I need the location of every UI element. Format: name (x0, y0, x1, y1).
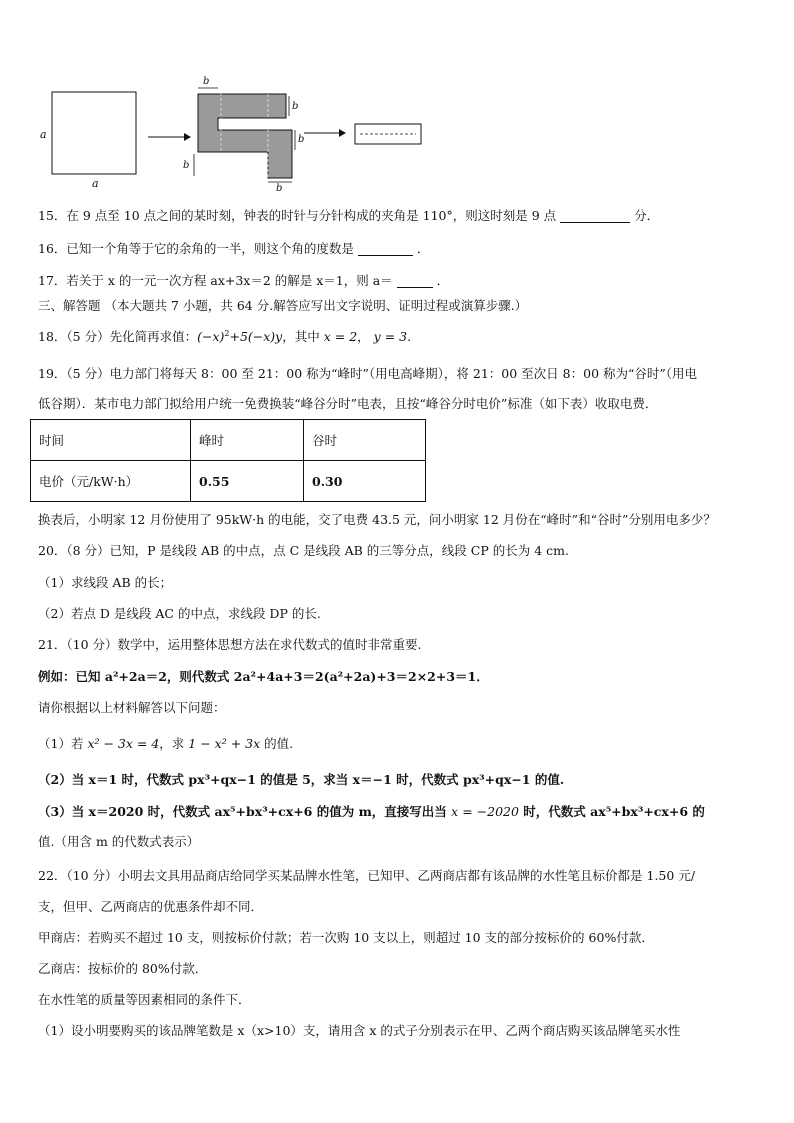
question-21-line-1: 21．（10 分）数学中，运用整体思想方法在求代数式的值时非常重要. (38, 637, 422, 652)
arrow-right-icon (148, 133, 191, 141)
b-label-right-1: b (292, 101, 299, 112)
part-1-expr: 1 − x² + 3x (188, 736, 261, 751)
question-21-part-3-cont: 值.（用含 m 的代数式表示） (38, 834, 200, 849)
s-strip-shape (198, 94, 292, 178)
question-22-shop-b: 乙商店：按标价的 80%付款． (38, 961, 208, 976)
section-heading: 三、解答题 （本大题共 7 小题，共 64 分.解答应写出文字说明、证明过程或演算步骤.） (38, 298, 528, 313)
question-17-text: 17．若关于 x 的一元一次方程 ax+3x＝2 的解是 x＝1，则 a＝ (38, 273, 393, 288)
question-19-line-2: 低谷期）．某市电力部门拟给用户统一免费换装“峰谷分时”电表，且按“峰谷分时电价”标准（如下表）收取电费． (38, 396, 658, 411)
question-20-part-2: （2）若点 D 是线段 AC 的中点，求线段 DP 的长. (38, 606, 321, 621)
question-21-part-1 (38, 734, 764, 754)
b-label-bottom: b (276, 183, 283, 192)
table-row (31, 420, 426, 461)
question-21-example: 例如：已知 a²+2a＝2，则代数式 2a²+4a+3＝2(a²+2a)+3＝2×2+3＝1． (38, 669, 489, 684)
mid-text: ，其中 (282, 329, 320, 345)
b-label-left: b (183, 160, 190, 171)
electricity-price-table (30, 419, 426, 502)
part-3-b: 时，代数式 ax⁵+bx³+cx+6 的 (523, 804, 705, 819)
question-22-part-1: （1）设小明要购买的该品牌笔数是 x（x>10）支，请用含 x 的式子分别表示在甲、乙两个商店购买该品牌笔买水性 (38, 1023, 681, 1038)
answer-blank (560, 208, 630, 223)
table-cell: 电价（元/kW·h） (31, 461, 191, 502)
part-1-mid: ，求 (159, 736, 185, 751)
question-18-prefix: 18．（5 分）先化简再求值： (38, 329, 198, 345)
b-label-right-2: b (298, 134, 305, 145)
question-16-text: 16．已知一个角等于它的余角的一半，则这个角的度数是 (38, 241, 354, 256)
answer-blank (358, 241, 413, 256)
table-header-cell: 时间 (31, 420, 191, 461)
part-1-pre: （1）若 (38, 736, 84, 751)
expr-exp: 2 (224, 329, 230, 338)
expr-b: +5(−x)y (229, 329, 283, 345)
question-15-text: 15．在 9 点至 10 点之间的某时刻，钟表的时针与分针构成的夹角是 110°，则这时刻是 9 点 (38, 208, 557, 223)
expr-a: (−x) (197, 329, 225, 345)
table-cell: 0.30 (304, 461, 426, 502)
square-shape (52, 92, 136, 174)
question-22-shop-a: 甲商店：若购买不超过 10 支，则按标价付款；若一次购 10 支以上，则超过 10 支的部分按标价的 60%付款． (38, 930, 654, 945)
question-17 (38, 271, 764, 291)
answer-blank (397, 273, 433, 288)
question-19-line-1: 19．（5 分）电力部门将每天 8：00 至 21：00 称为“峰时”（用电高峰期），将 21：00 至次日 8：00 称为“谷时”（用电 (38, 366, 698, 381)
question-18 (38, 324, 764, 347)
question-21-part-3 (38, 802, 764, 822)
question-22-line-1: 22．（10 分）小明去文具用品商店给同学买某品牌水性笔，已知甲、乙两商店都有该品牌的水性笔且标价都是 1.50 元/ (38, 868, 696, 883)
question-16-tail: ． (416, 241, 430, 256)
end: . (407, 329, 412, 345)
table-header-cell: 峰时 (191, 420, 304, 461)
question-16 (38, 239, 764, 259)
question-21-prompt: 请你根据以上材料解答以下问题： (38, 700, 226, 715)
sep: ， (357, 329, 370, 345)
part-3-a: （3）当 x＝2020 时，代数式 ax⁵+bx³+cx+6 的值为 m，直接写出当 (38, 804, 447, 819)
x-value: x = 2 (323, 329, 358, 345)
side-a-left-label: a (40, 128, 47, 141)
paper-folding-figure (36, 74, 436, 192)
part-3-x: x = −2020 (451, 804, 519, 819)
question-22-line-2: 支，但甲、乙两商店的优惠条件却不同． (38, 899, 264, 914)
question-15 (38, 206, 764, 226)
question-19-after: 换表后，小明家 12 月份使用了 95kW·h 的电能，交了电费 43.5 元，问小明家 12 月份在“峰时”和“谷时”分别用电多少？ (38, 512, 716, 527)
question-22-condition: 在水性笔的质量等因素相同的条件下． (38, 992, 251, 1007)
y-value: y = 3 (373, 329, 408, 345)
side-a-bottom-label: a (92, 177, 99, 190)
question-20-line-1: 20．（8 分）已知，P 是线段 AB 的中点，点 C 是线段 AB 的三等分点，线段 CP 的长为 4 cm. (38, 543, 569, 558)
question-15-tail: 分． (634, 208, 660, 223)
table-header-cell: 谷时 (304, 420, 426, 461)
question-17-tail: ． (436, 273, 450, 288)
question-20-part-1: （1）求线段 AB 的长； (38, 575, 173, 590)
arrow-right-icon (304, 129, 346, 137)
part-1-end: 的值. (264, 736, 294, 751)
table-cell: 0.55 (191, 461, 304, 502)
question-21-part-2: （2）当 x＝1 时，代数式 px³+qx−1 的值是 5，求当 x＝−1 时，代数式 px³+qx−1 的值. (38, 772, 565, 787)
part-1-condition: x² − 3x = 4 (87, 736, 160, 751)
b-label-top: b (203, 76, 210, 87)
table-row (31, 461, 426, 502)
